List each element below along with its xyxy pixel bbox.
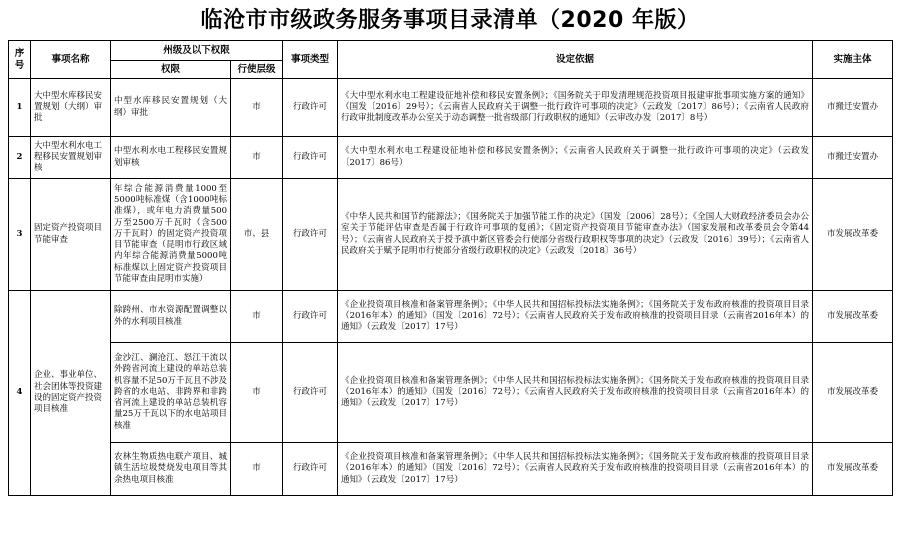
table-row xyxy=(9,291,893,343)
row-level: 市 xyxy=(231,443,283,496)
row-seq: 1 xyxy=(9,79,31,137)
row-item-name: 企业、事业单位、社会团体等投资建设的固定资产投资项目核准 xyxy=(31,291,111,496)
row-basis: 《大中型水利水电工程建设征地补偿和移民安置条例》；《国务院关于印发清理规范投资项目报建审批事项实施方案的通知》（国发〔2016〕29号）；《云南省人民政府关于调整一批行政许可事项的决定》（云政发〔2017〕86号）；《云南省人民政府行政审批制度改革办公室关于动态调整一批省级部门行政职权的通知》（云审改办发〔2017〕8号） xyxy=(338,79,813,137)
row-level: 市 xyxy=(231,79,283,137)
row-basis: 《企业投资项目核准和备案管理条例》；《中华人民共和国招标投标法实施条例》；《国务院关于发布政府核准的投资项目目录（2016年本）的通知》（国发〔2016〕72号）；《云南省人民政府关于发布政府核准的投资项目目录（云南省2016年本）的通知》（云政发〔2017〕17号） xyxy=(338,291,813,343)
row-authority: 金沙江、澜沧江、怒江干流以外跨省河流上建设的单站总装机容量不足50万千瓦且不涉及跨省的水电站、非跨界和非跨省河流上建设的单站总装机容量25万千瓦以下的水电站项目核准 xyxy=(111,343,231,443)
row-type: 行政许可 xyxy=(283,291,338,343)
catalog-table xyxy=(8,40,893,496)
row-level: 市 xyxy=(231,343,283,443)
header-row-top xyxy=(9,41,893,61)
row-item-name: 大中型水库移民安置规划（大纲）审批 xyxy=(31,79,111,137)
table-row xyxy=(9,137,893,179)
row-type: 行政许可 xyxy=(283,79,338,137)
row-level: 市、县 xyxy=(231,179,283,291)
row-type: 行政许可 xyxy=(283,137,338,179)
row-basis: 《企业投资项目核准和备案管理条例》；《中华人民共和国招标投标法实施条例》；《国务院关于发布政府核准的投资项目目录（2016年本）的通知》（国发〔2016〕72号）；《云南省人民政府关于发布政府核准的投资项目目录（云南省2016年本）的通知》（云政发〔2017〕17号） xyxy=(338,443,813,496)
header-authority: 权限 xyxy=(111,61,231,79)
header-level: 行使层级 xyxy=(231,61,283,79)
row-level: 市 xyxy=(231,291,283,343)
row-type: 行政许可 xyxy=(283,343,338,443)
header-group: 州级及以下权限 xyxy=(111,41,283,61)
row-authority: 年综合能源消费量1000至5000吨标准煤（含1000吨标准煤），或年电力消费量500万至2500万千瓦时（含500万千瓦时）的固定资产投资项目节能审查（昆明市行政区域内年综合能源消费量5000吨标准煤以上固定资产投资项目节能审查由昆明市实施） xyxy=(111,179,231,291)
row-basis: 《大中型水利水电工程建设征地补偿和移民安置条例》；《云南省人民政府关于调整一批行政许可事项的决定》（云政发〔2017〕86号） xyxy=(338,137,813,179)
row-subject: 市发展改革委 xyxy=(813,179,893,291)
header-subject: 实施主体 xyxy=(813,41,893,79)
row-subject: 市发展改革委 xyxy=(813,343,893,443)
table-row xyxy=(9,79,893,137)
header-type: 事项类型 xyxy=(283,41,338,79)
row-basis: 《企业投资项目核准和备案管理条例》；《中华人民共和国招标投标法实施条例》；《国务院关于发布政府核准的投资项目目录（2016年本）的通知》（国发〔2016〕72号）；《云南省人民政府关于发布政府核准的投资项目目录（云南省2016年本）的通知》（云政发〔2017〕17号） xyxy=(338,343,813,443)
header-seq: 序号 xyxy=(9,41,31,79)
row-authority: 农林生物质热电联产项目、城镇生活垃圾焚烧发电项目等其余热电项目核准 xyxy=(111,443,231,496)
row-item-name: 固定资产投资项目节能审查 xyxy=(31,179,111,291)
row-authority: 除跨州、市水资源配置调整以外的水利项目核准 xyxy=(111,291,231,343)
table-row xyxy=(9,179,893,291)
row-basis: 《中华人民共和国节约能源法》；《国务院关于加强节能工作的决定》（国发〔2006〕28号）；《全国人大财政经济委员会办公室关于节能评估审查是否属于行政许可事项的复函》；《固定资产投资项目节能审查办法》（国家发展和改革委员会令第44号）；《云南省人民政府关于授予滇中新区管委会行使部分省级行政职权等事项的决定》（云政发〔2016〕39号）；《云南省人民政府关于赋予昆明市行使部分省级行政职权的决定》（云政发〔2018〕36号） xyxy=(338,179,813,291)
table-row xyxy=(9,343,893,443)
page-title: 临沧市市级政务服务事项目录清单（2020 年版） xyxy=(200,8,700,33)
row-seq: 3 xyxy=(9,179,31,291)
table-row xyxy=(9,443,893,496)
row-item-name: 大中型水利水电工程移民安置规划审核 xyxy=(31,137,111,179)
row-seq: 2 xyxy=(9,137,31,179)
row-type: 行政许可 xyxy=(283,443,338,496)
header-basis: 设定依据 xyxy=(338,41,813,79)
header-name: 事项名称 xyxy=(31,41,111,79)
row-subject: 市搬迁安置办 xyxy=(813,137,893,179)
row-subject: 市搬迁安置办 xyxy=(813,79,893,137)
row-authority: 中型水库移民安置规划（大纲）审批 xyxy=(111,79,231,137)
row-subject: 市发展改革委 xyxy=(813,443,893,496)
row-authority: 中型水利水电工程移民安置规划审核 xyxy=(111,137,231,179)
row-subject: 市发展改革委 xyxy=(813,291,893,343)
row-seq: 4 xyxy=(9,291,31,496)
row-type: 行政许可 xyxy=(283,179,338,291)
row-level: 市 xyxy=(231,137,283,179)
